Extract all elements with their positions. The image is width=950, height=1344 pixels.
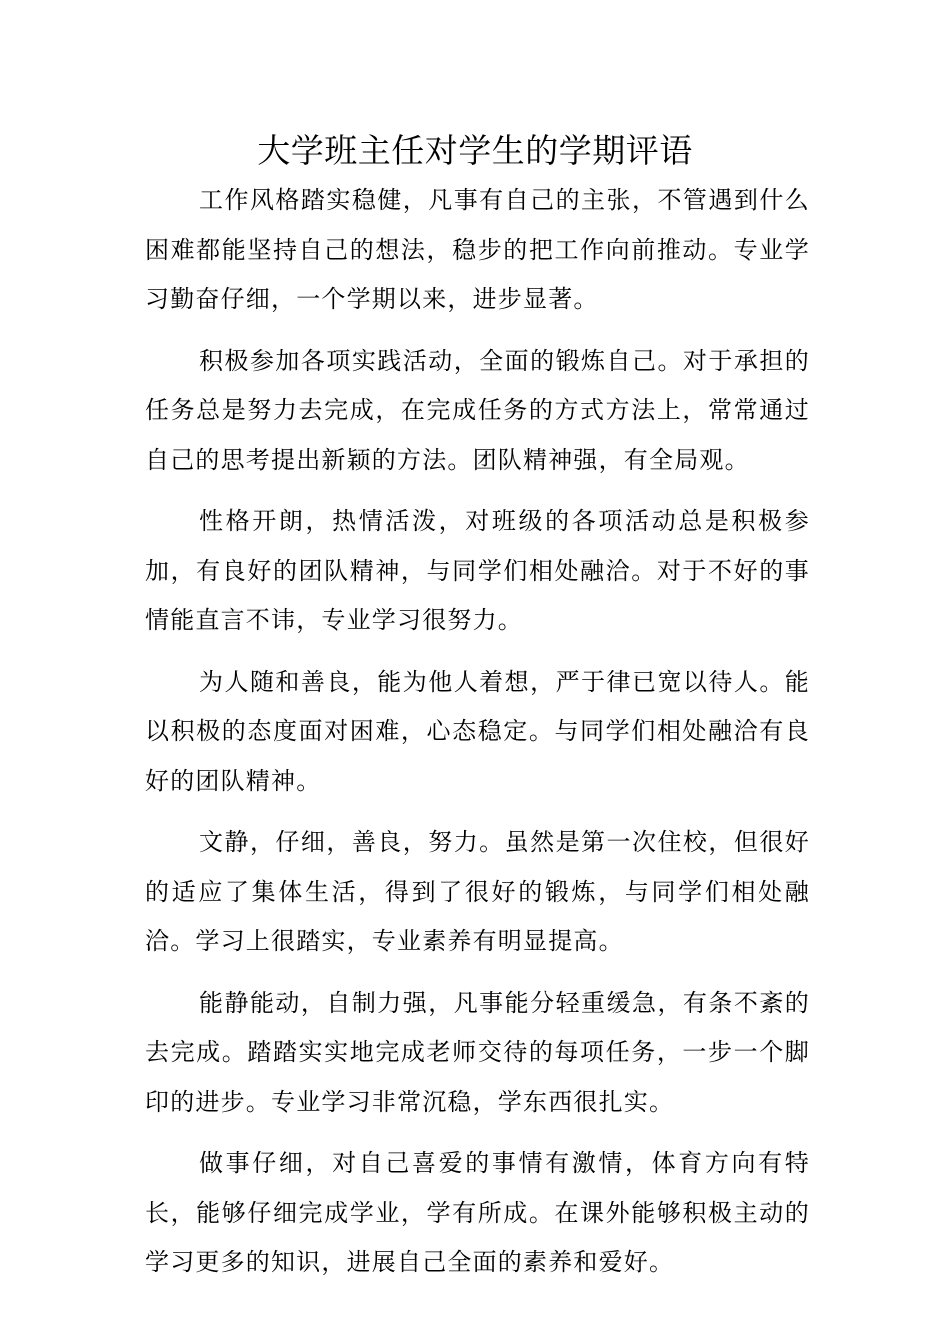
paragraph-2: 积极参加各项实践活动，全面的锻炼自己。对于承担的任务总是努力去完成，在完成任务的方式方法上，常常通过自己的思考提出新颖的方法。团队精神强，有全局观。 — [145, 346, 810, 474]
document-body — [145, 176, 810, 1300]
paragraph-3: 性格开朗，热情活泼，对班级的各项活动总是积极参加，有良好的团队精神，与同学们相处融洽。对于不好的事情能直言不讳，专业学习很努力。 — [145, 507, 810, 634]
document-title: 大学班主任对学生的学期评语 — [257, 131, 693, 170]
paragraph-7: 做事仔细，对自己喜爱的事情有激情，体育方向有特长，能够仔细完成学业，学有所成。在课外能够积极主动的学习更多的知识，进展自己全面的素养和爱好。 — [145, 1149, 810, 1276]
paragraph-1: 工作风格踏实稳健，凡事有自己的主张，不管遇到什么困难都能坚持自己的想法，稳步的把工作向前推动。专业学习勤奋仔细，一个学期以来，进步显著。 — [145, 186, 810, 313]
paragraph-4: 为人随和善良，能为他人着想，严于律已宽以待人。能以积极的态度面对困难，心态稳定。与同学们相处融洽有良好的团队精神。 — [145, 667, 810, 795]
paragraph-5: 文静，仔细，善良，努力。虽然是第一次住校，但很好的适应了集体生活，得到了很好的锻炼，与同学们相处融洽。学习上很踏实，专业素养有明显提高。 — [145, 828, 810, 955]
paragraph-6: 能静能动，自制力强，凡事能分轻重缓急，有条不紊的去完成。踏踏实实地完成老师交待的每项任务，一步一个脚印的进步。专业学习非常沉稳，学东西很扎实。 — [145, 988, 810, 1116]
